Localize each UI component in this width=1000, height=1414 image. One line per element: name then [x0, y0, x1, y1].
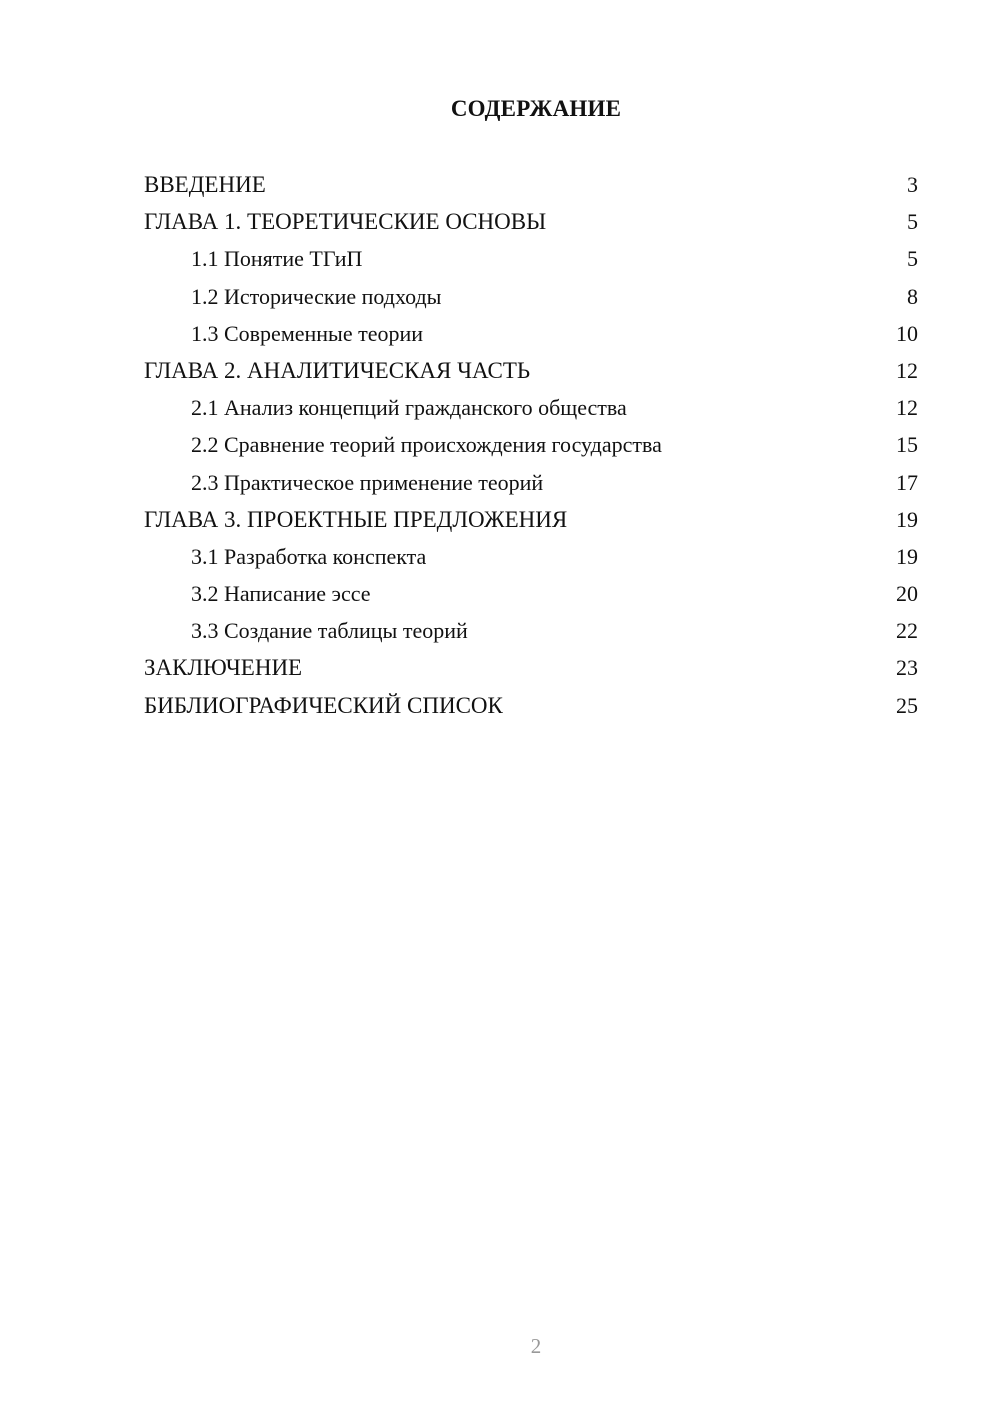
- toc-entry-label: 3.2 Написание эссе: [191, 581, 371, 607]
- toc-entry-page: 5: [907, 209, 918, 235]
- toc-entry-page: 12: [896, 357, 918, 383]
- toc-entry-label: 1.2 Исторические подходы: [191, 283, 442, 309]
- toc-entry-chapter-1[interactable]: [144, 203, 918, 240]
- toc-entry-label: 1.3 Современные теории: [191, 320, 424, 346]
- toc-entry-label: ГЛАВА 3. ПРОЕКТНЫЕ ПРЕДЛОЖЕНИЯ: [144, 506, 568, 532]
- toc-entry-page: 17: [896, 469, 918, 495]
- toc-entry-label: 3.3 Создание таблицы теорий: [191, 618, 468, 644]
- toc-entry-label: ВВЕДЕНИЕ: [144, 172, 266, 197]
- toc-entry-section-2-3[interactable]: [144, 464, 918, 501]
- toc-entry-label: БИБЛИОГРАФИЧЕСКИЙ СПИСОК: [144, 692, 503, 718]
- toc-heading: СОДЕРЖАНИЕ: [450, 96, 622, 121]
- toc-entry-section-3-1[interactable]: [144, 538, 918, 575]
- toc-entry-label: 3.1 Разработка конспекта: [191, 543, 427, 569]
- table-of-contents: [144, 166, 918, 724]
- toc-entry-section-2-1[interactable]: [144, 389, 918, 426]
- toc-entry-section-1-3[interactable]: [144, 315, 918, 352]
- toc-entry-section-3-3[interactable]: [144, 612, 918, 649]
- toc-entry-page: 20: [896, 581, 918, 607]
- toc-entry-page: 23: [896, 655, 918, 681]
- toc-entry-label: ЗАКЛЮЧЕНИЕ: [144, 655, 303, 681]
- toc-entry-page: 3: [907, 172, 918, 197]
- toc-entry-page: 8: [907, 283, 918, 309]
- toc-entry-page: 25: [896, 692, 918, 718]
- toc-entry-page: 22: [896, 618, 918, 644]
- page-number: 2: [530, 1334, 542, 1358]
- toc-entry-introduction[interactable]: [144, 166, 918, 203]
- toc-entry-section-2-2[interactable]: [144, 426, 918, 463]
- toc-entry-label: 2.3 Практическое применение теорий: [191, 469, 544, 495]
- toc-entry-label: 2.1 Анализ концепций гражданского общества: [191, 395, 627, 421]
- toc-entry-label: 2.2 Сравнение теорий происхождения государства: [191, 432, 662, 458]
- toc-entry-page: 15: [896, 432, 918, 458]
- toc-entry-label: ГЛАВА 2. АНАЛИТИЧЕСКАЯ ЧАСТЬ: [144, 357, 531, 383]
- toc-entry-bibliography[interactable]: [144, 687, 918, 724]
- toc-entry-section-3-2[interactable]: [144, 575, 918, 612]
- toc-entry-label: 1.1 Понятие ТГиП: [191, 246, 363, 272]
- toc-entry-page: 19: [896, 506, 918, 532]
- toc-entry-page: 12: [896, 395, 918, 421]
- toc-entry-page: 19: [896, 543, 918, 569]
- toc-entry-chapter-3[interactable]: [144, 501, 918, 538]
- toc-entry-chapter-2[interactable]: [144, 352, 918, 389]
- toc-entry-section-1-1[interactable]: [144, 240, 918, 277]
- toc-entry-section-1-2[interactable]: [144, 278, 918, 315]
- toc-entry-page: 10: [896, 320, 918, 346]
- toc-entry-label: ГЛАВА 1. ТЕОРЕТИЧЕСКИЕ ОСНОВЫ: [144, 209, 547, 235]
- toc-entry-conclusion[interactable]: [144, 649, 918, 686]
- toc-entry-page: 5: [907, 246, 918, 272]
